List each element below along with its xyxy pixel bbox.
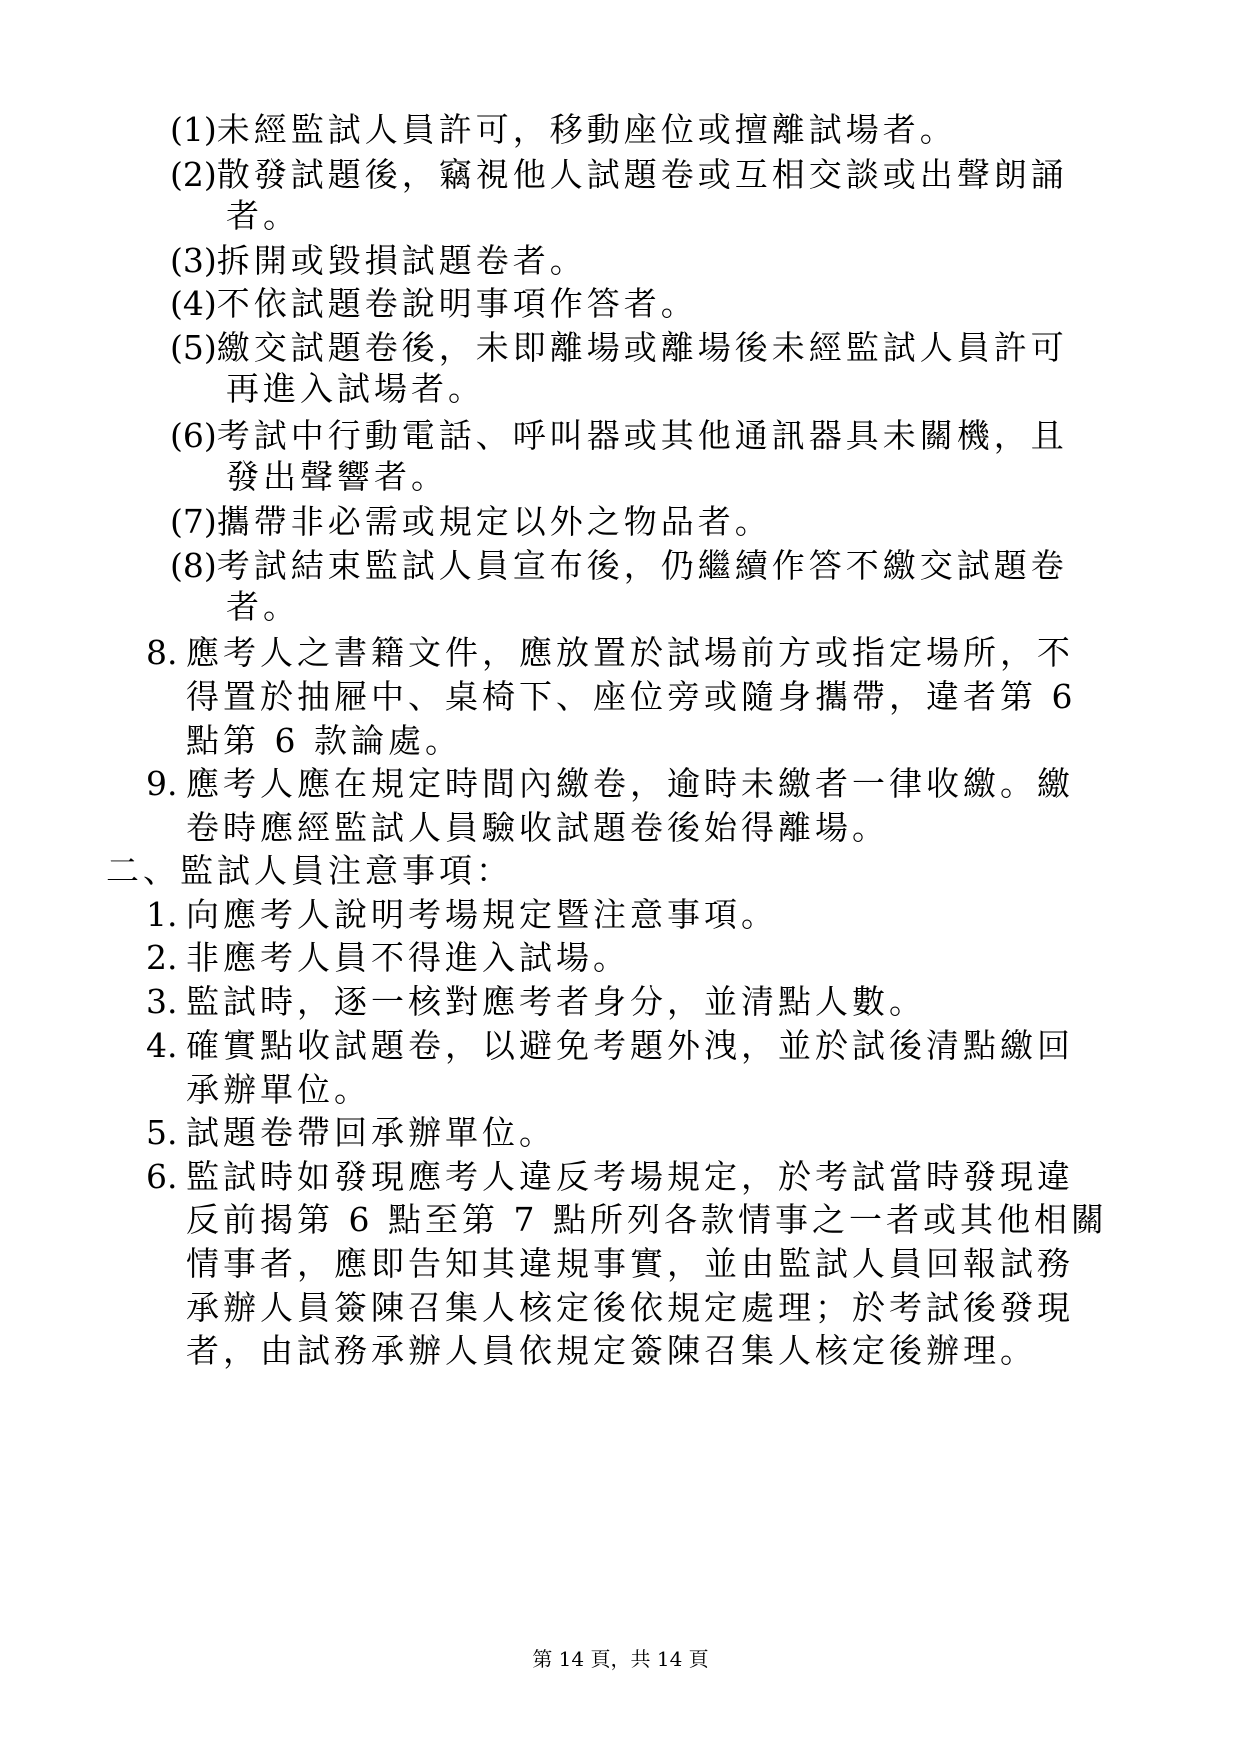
item-text: 應考人應在規定時間內繳卷，逾時未繳者一律收繳。繳 [186, 764, 1074, 803]
item-9-continuation: 卷時應經監試人員驗收試題卷後始得離場。 [186, 808, 889, 847]
sub-item-7 [170, 502, 772, 542]
sub-item-3 [170, 241, 587, 281]
section2-item-2 [146, 938, 630, 978]
sub-item-text: 攜帶非必需或規定以外之物品者。 [216, 502, 772, 541]
item-number: 9. [146, 764, 178, 803]
section2-item-3 [146, 982, 926, 1022]
sub-item-6-continuation: 發出聲響者。 [226, 457, 448, 496]
sub-item-8-continuation: 者。 [226, 587, 300, 626]
sub-item-4 [170, 284, 698, 324]
sub-item-number: (5) [170, 328, 217, 367]
item-text: 確實點收試題卷，以避免考題外洩，並於試後清點繳回 [186, 1026, 1074, 1065]
sub-item-text: 繳交試題卷後，未即離場或離場後未經監試人員許可 [216, 328, 1068, 367]
item-text: 試題卷帶回承辦單位。 [186, 1113, 556, 1152]
item-number: 3. [146, 982, 178, 1021]
sub-item-text: 未經監試人員許可，移動座位或擅離試場者。 [216, 110, 957, 149]
sub-item-number: (6) [170, 416, 217, 455]
item-number: 5. [146, 1113, 178, 1152]
item-number: 1. [146, 895, 178, 934]
item-number: 4. [146, 1026, 178, 1065]
sub-item-text: 拆開或毀損試題卷者。 [216, 241, 587, 280]
section2-item-1 [146, 895, 778, 935]
item-8-continuation-2: 點第 6 款論處。 [186, 721, 462, 760]
section2-item-4-continuation: 承辦單位。 [186, 1070, 371, 1109]
sub-item-number: (2) [170, 155, 217, 194]
item-text: 向應考人說明考場規定暨注意事項。 [186, 895, 778, 934]
section2-item-5 [146, 1113, 556, 1153]
sub-item-number: (1) [170, 110, 217, 149]
section-heading: 二、監試人員注意事項： [106, 851, 513, 890]
sub-item-5-continuation: 再進入試場者。 [226, 369, 485, 408]
section2-item-6-continuation-1: 反前揭第 6 點至第 7 點所列各款情事之一者或其他相關 [186, 1200, 1108, 1239]
section2-item-6 [146, 1157, 1074, 1197]
sub-item-8 [170, 546, 1068, 586]
item-text: 應考人之書籍文件，應放置於試場前方或指定場所，不 [186, 633, 1074, 672]
section2-item-6-continuation-2: 情事者，應即告知其違規事實，並由監試人員回報試務 [186, 1244, 1074, 1283]
section2-item-4 [146, 1026, 1074, 1066]
item-8-continuation-1: 得置於抽屜中、桌椅下、座位旁或隨身攜帶，違者第 6 [186, 677, 1077, 716]
sub-item-6 [170, 416, 1068, 456]
sub-item-2-continuation: 者。 [226, 196, 300, 235]
sub-item-number: (4) [170, 284, 217, 323]
item-text: 非應考人員不得進入試場。 [186, 938, 630, 977]
sub-item-number: (8) [170, 546, 217, 585]
sub-item-2 [170, 155, 1068, 195]
item-text: 監試時如發現應考人違反考場規定，於考試當時發現違 [186, 1157, 1074, 1196]
item-number: 6. [146, 1157, 178, 1196]
sub-item-text: 考試結束監試人員宣布後，仍繼續作答不繳交試題卷 [216, 546, 1068, 585]
item-8 [146, 633, 1074, 673]
section2-item-6-continuation-4: 者，由試務承辦人員依規定簽陳召集人核定後辦理。 [186, 1331, 1037, 1370]
sub-item-1 [170, 110, 957, 150]
sub-item-number: (3) [170, 241, 217, 280]
section2-item-6-continuation-3: 承辦人員簽陳召集人核定後依規定處理；於考試後發現 [186, 1288, 1074, 1327]
item-number: 2. [146, 938, 178, 977]
sub-item-number: (7) [170, 502, 217, 541]
sub-item-text: 散發試題後，竊視他人試題卷或互相交談或出聲朗誦 [216, 155, 1068, 194]
item-number: 8. [146, 633, 178, 672]
sub-item-text: 不依試題卷說明事項作答者。 [216, 284, 698, 323]
sub-item-text: 考試中行動電話、呼叫器或其他通訊器具未關機，且 [216, 416, 1068, 455]
sub-item-5 [170, 328, 1068, 368]
item-9 [146, 764, 1074, 804]
page-number-footer: 第 14 頁，共 14 頁 [532, 1647, 709, 1671]
item-text: 監試時，逐一核對應考者身分，並清點人數。 [186, 982, 926, 1021]
